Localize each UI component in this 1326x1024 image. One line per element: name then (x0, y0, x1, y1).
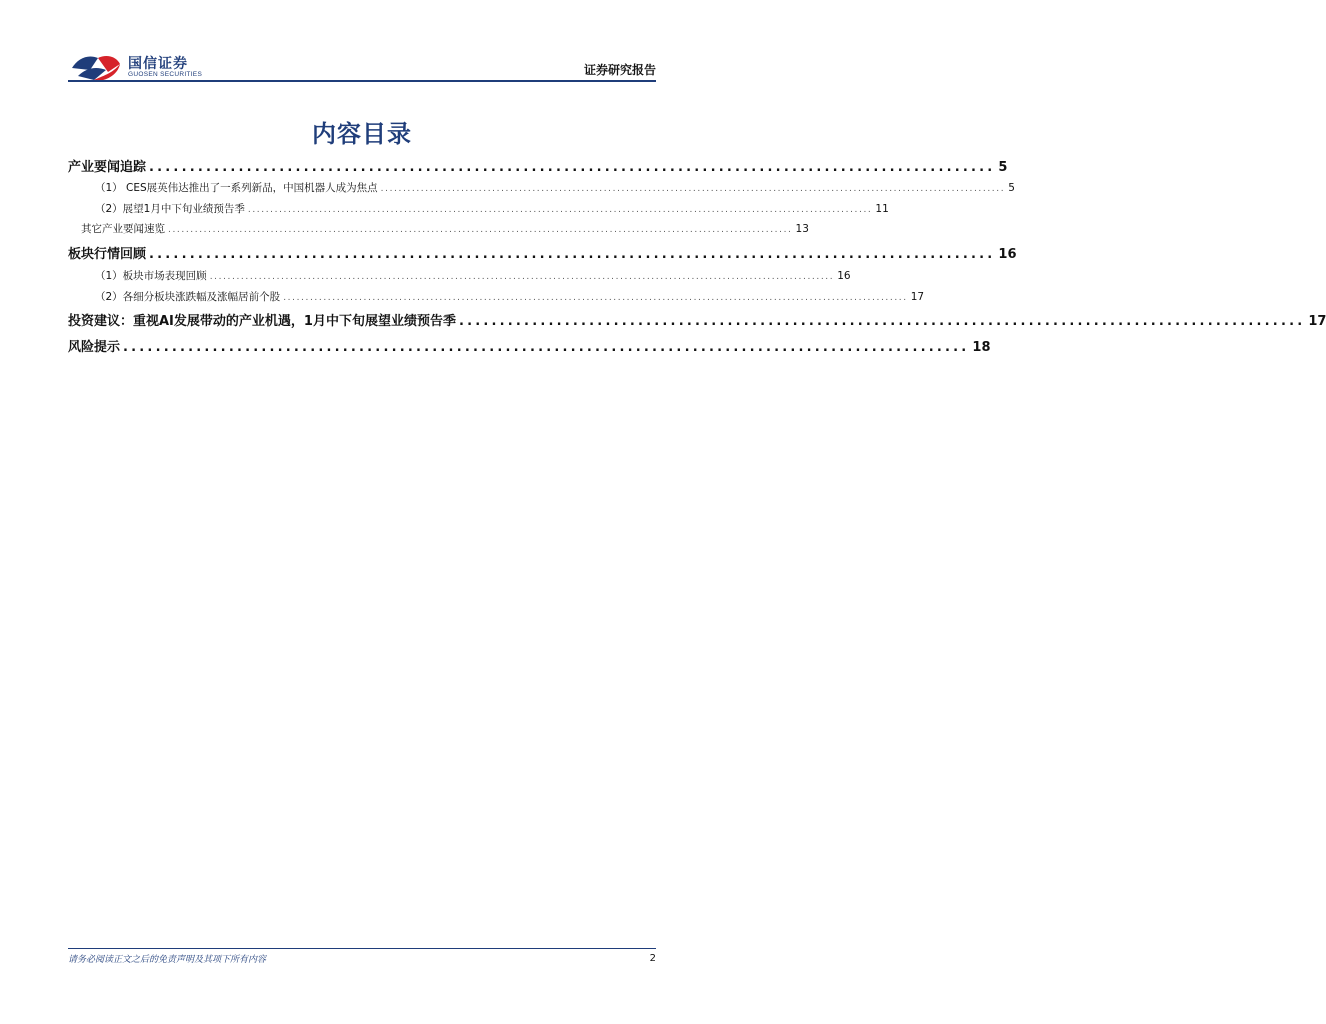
toc-leader-dots: ........................................................................................................ (149, 247, 996, 262)
toc-entry[interactable] (68, 243, 1017, 263)
toc-leader-dots: ............................................................................................................................................ (168, 225, 793, 235)
toc-leader-dots: ............................................................................................................................................ (247, 205, 873, 215)
toc-entry[interactable] (95, 289, 925, 305)
toc-entry-page: 16 (837, 270, 851, 282)
toc-leader-dots: ........................................................................................................ (149, 160, 996, 175)
toc-leader-dots: ............................................................................................................................................ (209, 272, 835, 282)
toc-entry-page: 5 (1008, 182, 1015, 194)
footer-divider (68, 948, 656, 949)
logo-chinese-text: 国信证券 (128, 56, 188, 72)
toc-entry[interactable] (68, 156, 1008, 176)
toc-entry-title: （1）板块市场表现回顾 (95, 270, 207, 282)
toc-leader-dots: ............................................................................................................................................ (283, 293, 908, 303)
report-type-label: 证券研究报告 (583, 63, 656, 77)
toc-entry[interactable] (95, 268, 851, 284)
toc-entry-page: 17 (910, 291, 925, 303)
toc-entry-page: 13 (795, 223, 809, 235)
toc-leader-dots: ........................................................................................................ (458, 314, 1306, 329)
toc-leader-dots: ........................................................................................................ (123, 340, 970, 355)
toc-entry-title: （2）各细分板块涨跌幅及涨幅居前个股 (95, 291, 281, 303)
toc-entry-title: 产业要闻追踪 (68, 160, 147, 175)
guosen-logo (68, 50, 208, 84)
guosen-logo-icon (68, 50, 124, 84)
toc-leader-dots: ............................................................................................................................................ (380, 184, 1006, 194)
toc-entry-page: 5 (998, 160, 1008, 175)
page-header (68, 50, 656, 84)
toc-entry-title: 其它产业要闻速览 (81, 223, 165, 235)
toc-entry[interactable] (68, 310, 1326, 330)
toc-title: 内容目录 (312, 120, 412, 148)
toc-entry-page: 17 (1308, 314, 1326, 329)
toc-entry-page: 16 (998, 247, 1017, 262)
toc-entry[interactable] (68, 336, 991, 356)
footer-disclaimer: 请务必阅读正文之后的免责声明及其项下所有内容 (68, 955, 267, 965)
toc-entry-title: 投资建议：重视AI发展带动的产业机遇，1月中下旬展望业绩预告季 (68, 314, 456, 329)
toc-entry[interactable] (95, 201, 889, 217)
toc-entry-title: （2）展望1月中下旬业绩预告季 (95, 203, 245, 215)
toc-entry-title: 板块行情回顾 (68, 247, 147, 262)
page-number: 2 (649, 953, 656, 964)
toc-entry-page: 18 (972, 340, 991, 355)
toc-entry-title: 风险提示 (68, 340, 121, 355)
header-divider (68, 80, 656, 82)
toc-entry-title: （1） CES展英伟达推出了一系列新品，中国机器人成为焦点 (95, 182, 378, 194)
toc-entry-page: 11 (875, 203, 889, 215)
toc-entry[interactable] (95, 180, 1015, 196)
logo-english-text: GUOSEN SECURITIES (128, 71, 203, 78)
toc-entry[interactable] (81, 221, 809, 237)
